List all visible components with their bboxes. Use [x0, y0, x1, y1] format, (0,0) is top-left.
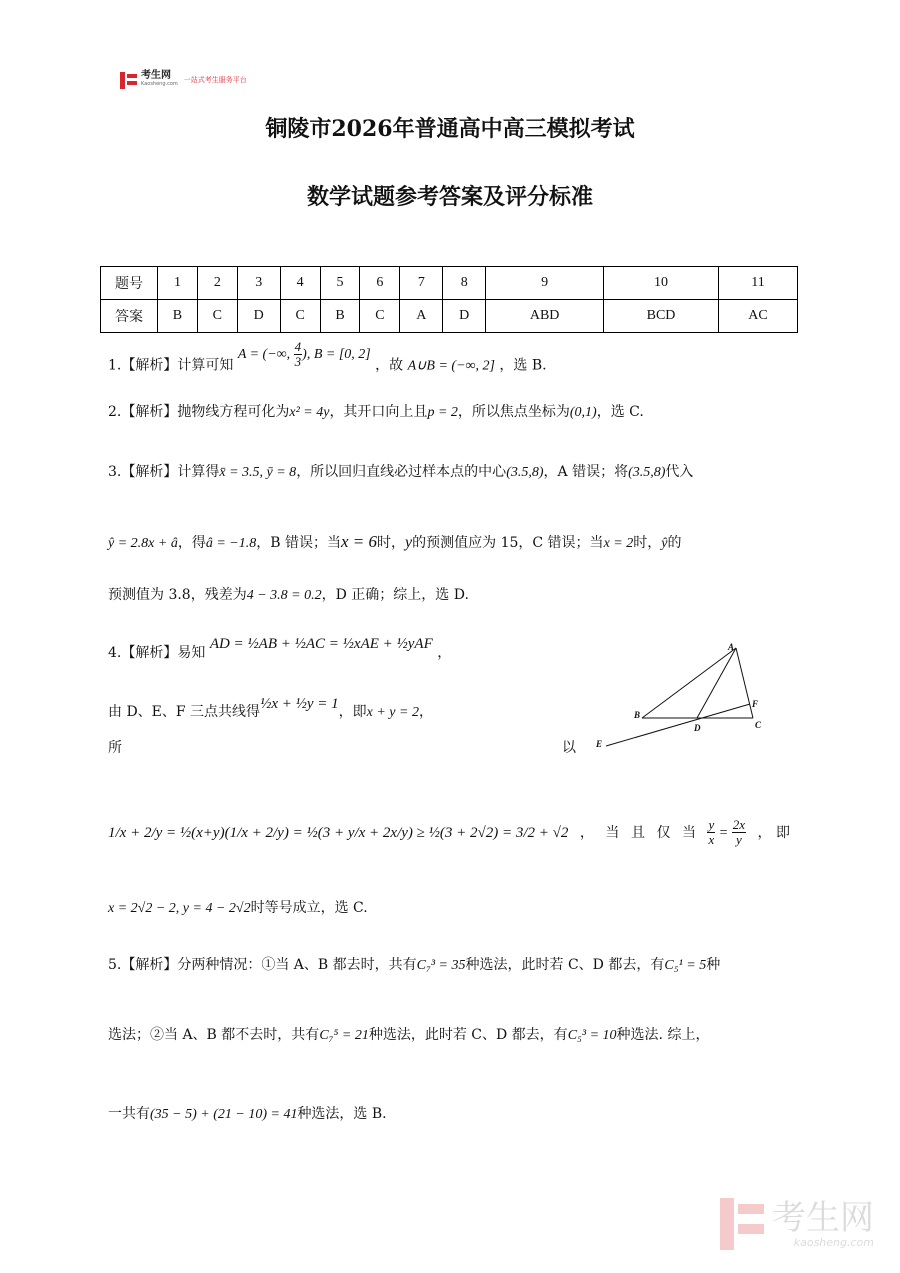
- table-cell: AC: [719, 300, 798, 333]
- q1-frac-n: 4: [294, 339, 302, 354]
- q4-line-1: [108, 636, 452, 663]
- row-label: 题号: [101, 267, 158, 300]
- triangle-figure: [590, 640, 770, 755]
- watermark-domain: kaosheng.com: [793, 1235, 874, 1249]
- table-row-answers: [101, 300, 798, 333]
- table-cell: 2: [197, 267, 237, 300]
- q4-line-3-right: 以: [562, 740, 576, 756]
- table-cell: C: [360, 300, 400, 333]
- q3-ahat: â = −1.8: [205, 536, 257, 551]
- table-cell: 5: [320, 267, 360, 300]
- q4-line-5: [108, 898, 368, 919]
- q4-collinear-eq: ½x + ½y = 1: [260, 696, 339, 712]
- q2-line: [108, 402, 644, 423]
- q5-lead2: 选法；②当 A、B 都不去时，共有: [108, 1027, 320, 1043]
- label-b: B: [634, 710, 641, 720]
- q5-comb1: C₇³ = 35: [416, 958, 466, 973]
- q4-word: 且: [630, 824, 645, 841]
- q3-line-1: [108, 462, 693, 483]
- label-a: A: [728, 642, 735, 652]
- q3-y: y: [405, 534, 413, 551]
- q1-sets: [237, 339, 371, 369]
- table-cell: 3: [237, 267, 280, 300]
- q3-x2: x = 2: [603, 536, 634, 551]
- table-cell: BCD: [604, 300, 719, 333]
- q4-tail1: ，: [437, 645, 452, 661]
- page-subtitle: 数学试题参考答案及评分标准: [306, 184, 593, 210]
- table-cell: B: [320, 300, 360, 333]
- q2-mid2: ，所以焦点坐标为: [457, 404, 570, 420]
- q4-lead: 4.【解析】易知: [108, 645, 206, 661]
- q5-comb4: C₅³ = 10: [567, 1028, 617, 1043]
- table-cell: C: [280, 300, 320, 333]
- row-label: 答案: [101, 300, 158, 333]
- q3-line-2: [108, 532, 681, 554]
- q3-tail1: 代入: [665, 464, 694, 480]
- q4-cond-d2: y: [735, 832, 742, 847]
- q2-p: p = 2: [427, 405, 458, 420]
- q4-inequality: 1/x + 2/y = ½(x+y)(1/x + 2/y) = ½(3 + y/x + 2x/y) ≥ ½(3 + 2√2) = 3/2 + √2: [108, 824, 569, 841]
- q3-line-3: [108, 585, 469, 606]
- q3-tail3: ，D 正确；综上，选 D.: [321, 587, 469, 603]
- q5-comb3: C₇⁵ = 21: [319, 1028, 369, 1043]
- segment-ad: [697, 648, 736, 718]
- q3-mid5: 时，: [377, 535, 406, 551]
- q1-set-b: ), B = [0, 2]: [302, 346, 371, 362]
- q5-mid2: 种选法，此时若 C、D 都去，有: [368, 1027, 568, 1043]
- table-cell: 6: [360, 267, 400, 300]
- table-cell: A: [400, 300, 443, 333]
- table-cell: 10: [604, 267, 719, 300]
- table-cell: 1: [158, 267, 198, 300]
- watermark: [720, 1198, 874, 1250]
- segment-ef: [606, 704, 750, 746]
- segment-ab: [642, 648, 736, 718]
- q4-mid: ，即: [338, 704, 367, 720]
- table-cell: 4: [280, 267, 320, 300]
- logo-icon: [120, 72, 137, 89]
- q4-sum: x + y = 2: [366, 705, 419, 720]
- q4-vector-eq: AD = ½AB + ½AC = ½xAE + ½yAF: [209, 636, 433, 652]
- q4-cond-d1: x: [708, 832, 715, 847]
- table-cell: ABD: [486, 300, 604, 333]
- q2-focus: (0,1): [569, 405, 597, 420]
- label-c: C: [755, 720, 762, 730]
- table-cell: 11: [719, 267, 798, 300]
- table-cell: 9: [486, 267, 604, 300]
- logo-domain: Kaosheng.com: [141, 81, 178, 87]
- table-row-numbers: [101, 267, 798, 300]
- q3-mid6: 的预测值应为 15，C 错误；当: [412, 535, 604, 551]
- q5-tail1: 种: [706, 957, 721, 973]
- label-f: F: [752, 699, 759, 709]
- q2-tail: ，选 C.: [596, 404, 644, 420]
- q4-tail2: ，: [418, 704, 433, 720]
- q4-line-3-left: 所: [108, 740, 122, 756]
- q4-equality-condition: $\frac{y}{x}$ = $\frac{2x}{y}$: [708, 817, 745, 847]
- q4-tail4: ， 即: [757, 824, 790, 841]
- logo-slogan: 一站式考生服务平台: [183, 76, 247, 84]
- q3-x6: x = 6: [340, 532, 378, 551]
- q3-lead: 3.【解析】计算得: [108, 464, 220, 480]
- q5-line-3: [108, 1104, 387, 1125]
- q5-lead: 5.【解析】分两种情况：①当 A、B 都去时，共有: [108, 957, 417, 973]
- logo-name: 考生网: [141, 70, 171, 81]
- q5-lead3: 一共有: [108, 1106, 150, 1122]
- q1-union: A∪B = (−∞, 2]: [407, 358, 495, 374]
- q4-cond-n2: 2x: [732, 817, 745, 832]
- q3-means: x̄ = 3.5, ȳ = 8: [219, 465, 297, 480]
- q4-word: 当: [605, 824, 620, 841]
- q4-cond-n1: y: [708, 817, 715, 832]
- label-d: D: [694, 723, 701, 733]
- q3-mid4: ，B 错误；当: [256, 535, 341, 551]
- q1-set-a: A = (−∞,: [237, 346, 294, 362]
- q4-solution: x = 2√2 − 2, y = 4 − 2√2: [108, 901, 251, 916]
- q3-point: (3.5,8): [628, 465, 666, 480]
- q3-lead3: 预测值为 3.8，残差为: [108, 587, 247, 603]
- q3-mid3: ，得: [177, 535, 206, 551]
- answer-table: [100, 266, 798, 333]
- q3-regression: ŷ = 2.8x + â: [108, 536, 178, 551]
- q4-lead2: 由 D、E、F 三点共线得: [108, 704, 261, 720]
- q3-tail2: 的: [667, 535, 682, 551]
- q5-tail2: 种选法. 综上，: [616, 1027, 710, 1043]
- q2-mid1: ，其开口向上且: [329, 404, 428, 420]
- q5-total: (35 − 5) + (21 − 10) = 41: [150, 1107, 298, 1122]
- page-title: 铜陵市2026年普通高中高三模拟考试: [265, 116, 635, 142]
- q3-mid7: 时，: [633, 535, 662, 551]
- label-e: E: [596, 739, 603, 749]
- q3-mid2: ，A 错误；将: [543, 464, 629, 480]
- q5-line-2: [108, 1025, 709, 1046]
- q3-yhat: ŷ: [661, 536, 668, 551]
- table-cell: 8: [443, 267, 486, 300]
- q2-eq: x² = 4y: [289, 405, 330, 420]
- table-cell: D: [237, 300, 280, 333]
- site-logo: [120, 71, 247, 89]
- q2-lead: 2.【解析】抛物线方程可化为: [108, 404, 290, 420]
- q5-tail3: 种选法，选 B.: [297, 1106, 387, 1122]
- q4-line-2: [108, 696, 433, 723]
- q4-line-4: [108, 818, 790, 847]
- q1-lead: 1.【解析】计算可知: [108, 357, 234, 374]
- q4-tail5: 时等号成立，选 C.: [250, 900, 368, 916]
- table-cell: D: [443, 300, 486, 333]
- q3-residual: 4 − 3.8 = 0.2: [246, 588, 322, 603]
- q4-word: 仅: [656, 824, 671, 841]
- watermark-name: 考生网: [772, 1197, 874, 1238]
- q1-frac-d: 3: [294, 354, 302, 369]
- q5-comb2: C₅¹ = 5: [664, 958, 707, 973]
- table-cell: B: [158, 300, 198, 333]
- q1-tail: ，选 B.: [499, 357, 547, 374]
- q1-mid: ，故: [375, 357, 404, 374]
- watermark-logo-icon: [720, 1198, 764, 1250]
- q3-center: (3.5,8): [506, 465, 544, 480]
- table-cell: 7: [400, 267, 443, 300]
- q4-word: 当: [681, 824, 696, 841]
- q3-mid: ，所以回归直线必过样本点的中心: [296, 464, 507, 480]
- q1-line: [108, 339, 547, 381]
- q5-mid1: 种选法，此时若 C、D 都去，有: [465, 957, 665, 973]
- q5-line-1: [108, 955, 720, 976]
- q4-word: ，: [579, 824, 594, 841]
- table-cell: C: [197, 300, 237, 333]
